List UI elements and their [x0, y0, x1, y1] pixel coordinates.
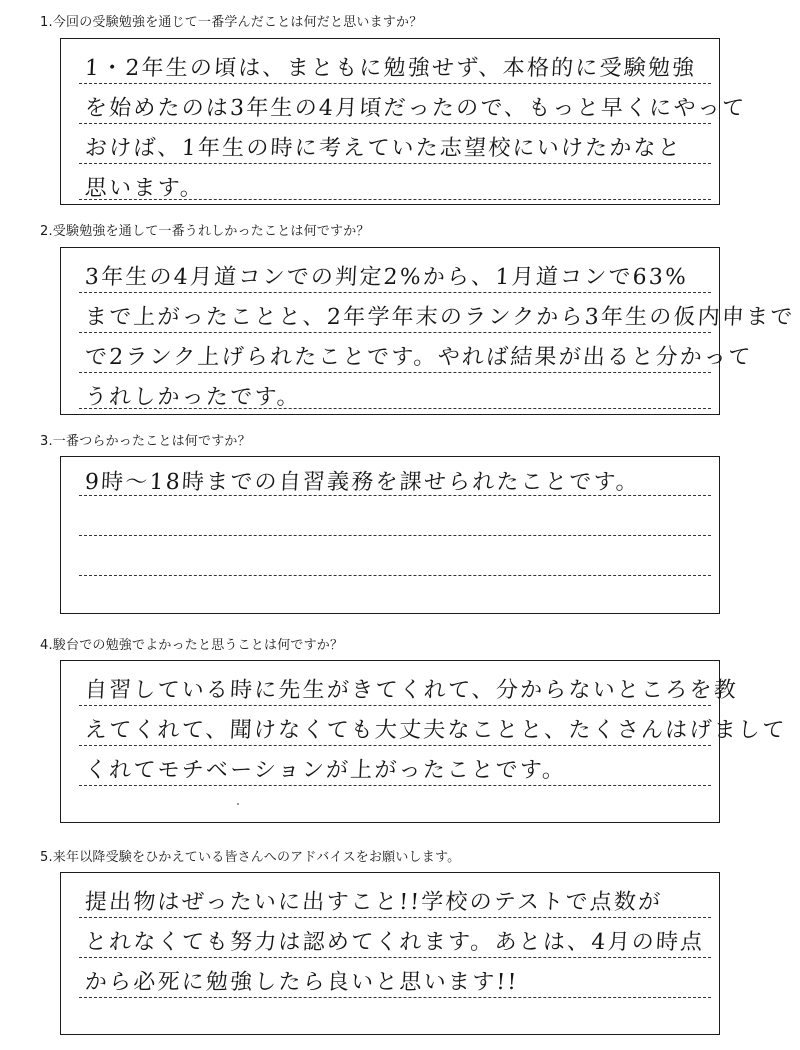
- ruled-line: [79, 705, 711, 706]
- answer-box-5: [60, 872, 720, 1035]
- answer-5-line-2: とれなくても努力は認めてくれます。あとは、4月の時点: [84, 930, 706, 955]
- answer-1-line-1: 1・2年生の頃は、まともに勉強せず、本格的に受験勉強: [84, 56, 697, 81]
- answer-1-line-3: おけば、1年生の時に考えていた志望校にいけたかなと: [84, 136, 683, 161]
- ruled-line: [79, 575, 711, 576]
- answer-4-line-2: えてくれて、聞けなくても大丈夫なことと、たくさんはげまして: [84, 718, 787, 743]
- ruled-line: [79, 163, 711, 164]
- answer-2-line-4: うれしかったです。: [84, 385, 302, 410]
- question-5: 5.来年以降受験をひかえている皆さんへのアドバイスをお願いします。: [40, 850, 461, 865]
- ruled-line: [79, 292, 711, 293]
- ruled-line: [79, 408, 711, 409]
- question-3: 3.一番つらかったことは何ですか？: [40, 434, 251, 449]
- question-4: 4.駿台での勉強でよかったと思うことは何ですか？: [40, 638, 344, 653]
- answer-1-line-4: 思います。: [84, 176, 205, 201]
- answer-box-1: [60, 38, 747, 205]
- ruled-line: [79, 745, 711, 746]
- ruled-line: [79, 123, 711, 124]
- answer-box-4: [60, 660, 787, 823]
- ruled-line: [79, 332, 711, 333]
- ruled-line: [79, 372, 711, 373]
- ruled-line: [79, 199, 711, 200]
- answer-4-line-1: 自習している時に先生がきてくれて、分からないところを教: [84, 678, 739, 703]
- ruled-line: [79, 917, 711, 918]
- answer-5-line-3: から必死に勉強したら良いと思います!!: [84, 970, 520, 995]
- paper-speck: [237, 803, 239, 805]
- answer-2-line-3: で2ランク上げられたことです。やれば結果が出ると分かって: [84, 345, 753, 370]
- answer-4-line-3: くれてモチベーションが上がったことです。: [84, 758, 567, 783]
- ruled-line: [79, 83, 711, 84]
- answer-box-3: [60, 456, 720, 614]
- answer-3-line-1: 9時～18時までの自習義務を課せられたことです。: [84, 470, 641, 495]
- ruled-line: [79, 997, 711, 998]
- answer-2-line-2: まで上がったことと、2年学年末のランクから3年生の仮内申まで: [84, 305, 796, 330]
- ruled-line: [79, 957, 711, 958]
- answer-2-line-1: 3年生の4月道コンでの判定2%から、1月道コンで63%: [84, 265, 689, 290]
- question-2: 2.受験勉強を通して一番うれしかったことは何ですか？: [40, 224, 370, 239]
- question-1: 1.今回の受験勉強を通じて一番学んだことは何だと思いますか？: [40, 15, 423, 30]
- ruled-line: [79, 495, 711, 496]
- answer-5-line-1: 提出物はぜったいに出すこと!!学校のテストで点数が: [84, 890, 663, 915]
- answer-box-2: [60, 247, 796, 415]
- answer-1-line-2: を始めたのは3年生の4月頃だったので、もっと早くにやって: [84, 96, 747, 121]
- ruled-line: [79, 535, 711, 536]
- ruled-line: [79, 785, 711, 786]
